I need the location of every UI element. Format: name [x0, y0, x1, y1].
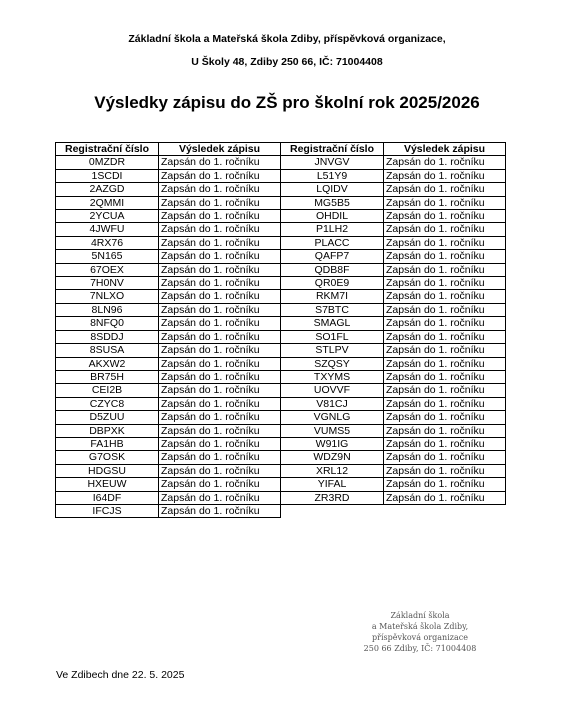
enrollment-result: Zapsán do 1. ročníku: [159, 263, 281, 276]
table-row: [281, 411, 506, 424]
enrollment-result: Zapsán do 1. ročníku: [159, 169, 281, 182]
enrollment-result: Zapsán do 1. ročníku: [384, 263, 506, 276]
table-row: [281, 183, 506, 196]
table-row: [56, 223, 281, 236]
stamp-line: Základní škola: [390, 611, 450, 620]
registration-number: P1LH2: [281, 223, 384, 236]
enrollment-result: Zapsán do 1. ročníku: [159, 210, 281, 223]
enrollment-result: Zapsán do 1. ročníku: [384, 437, 506, 450]
registration-number: V81CJ: [281, 397, 384, 410]
table-row: [56, 263, 281, 276]
enrollment-result: Zapsán do 1. ročníku: [159, 223, 281, 236]
registration-number: 5N165: [56, 250, 159, 263]
registration-number: QDB8F: [281, 263, 384, 276]
table-row: [281, 210, 506, 223]
registration-number: SO1FL: [281, 330, 384, 343]
registration-number: S7BTC: [281, 303, 384, 316]
registration-number: UOVVF: [281, 384, 384, 397]
enrollment-result: Zapsán do 1. ročníku: [384, 317, 506, 330]
enrollment-result: Zapsán do 1. ročníku: [384, 250, 506, 263]
enrollment-result: Zapsán do 1. ročníku: [384, 357, 506, 370]
registration-number: HXEUW: [56, 478, 159, 491]
table-row: [56, 277, 281, 290]
enrollment-result: Zapsán do 1. ročníku: [159, 451, 281, 464]
registration-number: 8LN96: [56, 303, 159, 316]
enrollment-result: Zapsán do 1. ročníku: [159, 357, 281, 370]
enrollment-result: Zapsán do 1. ročníku: [384, 236, 506, 249]
registration-number: IFCJS: [56, 504, 159, 517]
enrollment-result: Zapsán do 1. ročníku: [384, 277, 506, 290]
registration-number: HDGSU: [56, 464, 159, 477]
registration-number: 2AZGD: [56, 183, 159, 196]
registration-number: W91IG: [281, 437, 384, 450]
table-row: [56, 303, 281, 316]
registration-number: VUMS5: [281, 424, 384, 437]
registration-number: RKM7I: [281, 290, 384, 303]
column-header-result: Výsledek zápisu: [159, 143, 281, 156]
table-row: [281, 451, 506, 464]
table-row: [56, 169, 281, 182]
registration-number: 7H0NV: [56, 277, 159, 290]
registration-number: SMAGL: [281, 317, 384, 330]
registration-number: 8NFQ0: [56, 317, 159, 330]
registration-number: CZYC8: [56, 397, 159, 410]
registration-number: STLPV: [281, 344, 384, 357]
registration-number: ZR3RD: [281, 491, 384, 504]
table-row: [56, 357, 281, 370]
enrollment-result: Zapsán do 1. ročníku: [159, 504, 281, 517]
enrollment-result: Zapsán do 1. ročníku: [159, 478, 281, 491]
table-row: [56, 236, 281, 249]
table-row: [56, 250, 281, 263]
enrollment-result: Zapsán do 1. ročníku: [384, 156, 506, 169]
enrollment-result: Zapsán do 1. ročníku: [384, 330, 506, 343]
enrollment-result: Zapsán do 1. ročníku: [159, 384, 281, 397]
enrollment-result: Zapsán do 1. ročníku: [384, 478, 506, 491]
table-header-row: [56, 143, 281, 156]
enrollment-result: Zapsán do 1. ročníku: [159, 397, 281, 410]
enrollment-result: Zapsán do 1. ročníku: [159, 290, 281, 303]
table-header-row: [281, 143, 506, 156]
registration-number: WDZ9N: [281, 451, 384, 464]
table-row: [56, 424, 281, 437]
registration-number: 4JWFU: [56, 223, 159, 236]
registration-number: FA1HB: [56, 437, 159, 450]
table-row: [56, 344, 281, 357]
table-row: [56, 183, 281, 196]
table-row: [56, 437, 281, 450]
registration-number: TXYMS: [281, 370, 384, 383]
table-row: [56, 210, 281, 223]
enrollment-result: Zapsán do 1. ročníku: [384, 210, 506, 223]
results-table-left: [55, 142, 281, 518]
table-row: [281, 491, 506, 504]
enrollment-result: Zapsán do 1. ročníku: [159, 277, 281, 290]
date-place: Ve Zdibech dne 22. 5. 2025: [56, 669, 185, 681]
enrollment-result: Zapsán do 1. ročníku: [384, 290, 506, 303]
table-row: [281, 263, 506, 276]
enrollment-result: Zapsán do 1. ročníku: [159, 424, 281, 437]
table-row: [281, 250, 506, 263]
table-row: [281, 223, 506, 236]
table-row: [56, 464, 281, 477]
registration-number: 1SCDI: [56, 169, 159, 182]
registration-number: BR75H: [56, 370, 159, 383]
registration-number: 8SDDJ: [56, 330, 159, 343]
table-row: [56, 370, 281, 383]
registration-number: 8SUSA: [56, 344, 159, 357]
registration-number: QAFP7: [281, 250, 384, 263]
table-row: [56, 411, 281, 424]
table-row: [56, 290, 281, 303]
table-row: [281, 424, 506, 437]
enrollment-result: Zapsán do 1. ročníku: [159, 317, 281, 330]
table-row: [281, 370, 506, 383]
enrollment-result: Zapsán do 1. ročníku: [159, 183, 281, 196]
enrollment-result: Zapsán do 1. ročníku: [384, 370, 506, 383]
table-row: [281, 169, 506, 182]
registration-number: YIFAL: [281, 478, 384, 491]
enrollment-result: Zapsán do 1. ročníku: [384, 303, 506, 316]
enrollment-result: Zapsán do 1. ročníku: [384, 344, 506, 357]
registration-number: JNVGV: [281, 156, 384, 169]
enrollment-result: Zapsán do 1. ročníku: [384, 424, 506, 437]
registration-number: I64DF: [56, 491, 159, 504]
enrollment-result: Zapsán do 1. ročníku: [384, 464, 506, 477]
table-row: [281, 384, 506, 397]
table-row: [56, 504, 281, 517]
table-row: [56, 491, 281, 504]
registration-number: XRL12: [281, 464, 384, 477]
registration-number: D5ZUU: [56, 411, 159, 424]
enrollment-result: Zapsán do 1. ročníku: [159, 196, 281, 209]
enrollment-result: Zapsán do 1. ročníku: [159, 491, 281, 504]
table-row: [281, 478, 506, 491]
school-address: U Školy 48, Zdiby 250 66, IČ: 71004408: [191, 56, 383, 68]
registration-number: G7OSK: [56, 451, 159, 464]
registration-number: L51Y9: [281, 169, 384, 182]
table-row: [281, 357, 506, 370]
column-header-registration: Registrační číslo: [56, 143, 159, 156]
registration-number: AKXW2: [56, 357, 159, 370]
registration-number: LQIDV: [281, 183, 384, 196]
table-row: [56, 330, 281, 343]
registration-number: 7NLXO: [56, 290, 159, 303]
registration-number: MG5B5: [281, 196, 384, 209]
table-row: [56, 156, 281, 169]
enrollment-result: Zapsán do 1. ročníku: [384, 196, 506, 209]
table-row: [56, 451, 281, 464]
enrollment-result: Zapsán do 1. ročníku: [159, 344, 281, 357]
enrollment-result: Zapsán do 1. ročníku: [159, 330, 281, 343]
enrollment-result: Zapsán do 1. ročníku: [384, 451, 506, 464]
registration-number: OHDIL: [281, 210, 384, 223]
table-row: [56, 397, 281, 410]
table-row: [281, 303, 506, 316]
registration-number: 67OEX: [56, 263, 159, 276]
stamp-line: 250 66 Zdiby, IČ: 71004408: [363, 644, 477, 653]
results-table-right: [280, 142, 506, 505]
enrollment-result: Zapsán do 1. ročníku: [384, 397, 506, 410]
registration-number: SZQSY: [281, 357, 384, 370]
table-row: [281, 437, 506, 450]
enrollment-result: Zapsán do 1. ročníku: [384, 183, 506, 196]
table-row: [281, 156, 506, 169]
table-row: [56, 478, 281, 491]
table-row: [281, 397, 506, 410]
column-header-result: Výsledek zápisu: [384, 143, 506, 156]
table-row: [56, 317, 281, 330]
table-row: [281, 236, 506, 249]
registration-number: 0MZDR: [56, 156, 159, 169]
registration-number: DBPXK: [56, 424, 159, 437]
registration-number: 2QMMI: [56, 196, 159, 209]
stamp-line: příspěvková organizace: [372, 633, 468, 642]
enrollment-result: Zapsán do 1. ročníku: [159, 303, 281, 316]
registration-number: VGNLG: [281, 411, 384, 424]
table-row: [281, 317, 506, 330]
registration-number: PLACC: [281, 236, 384, 249]
table-row: [56, 384, 281, 397]
registration-number: 4RX76: [56, 236, 159, 249]
enrollment-result: Zapsán do 1. ročníku: [384, 223, 506, 236]
registration-number: CEI2B: [56, 384, 159, 397]
table-row: [281, 344, 506, 357]
enrollment-result: Zapsán do 1. ročníku: [384, 169, 506, 182]
enrollment-result: Zapsán do 1. ročníku: [159, 370, 281, 383]
enrollment-result: Zapsán do 1. ročníku: [384, 384, 506, 397]
school-name: Základní škola a Mateřská škola Zdiby, příspěvková organizace,: [128, 33, 446, 45]
enrollment-result: Zapsán do 1. ročníku: [159, 156, 281, 169]
enrollment-result: Zapsán do 1. ročníku: [384, 491, 506, 504]
stamp-line: a Mateřská škola Zdiby,: [371, 622, 469, 631]
table-row: [281, 290, 506, 303]
table-row: [281, 464, 506, 477]
enrollment-result: Zapsán do 1. ročníku: [159, 250, 281, 263]
table-row: [56, 196, 281, 209]
enrollment-result: Zapsán do 1. ročníku: [384, 411, 506, 424]
enrollment-result: Zapsán do 1. ročníku: [159, 437, 281, 450]
enrollment-result: Zapsán do 1. ročníku: [159, 236, 281, 249]
page-title: Výsledky zápisu do ZŠ pro školní rok 2025/2026: [94, 93, 480, 112]
table-row: [281, 277, 506, 290]
school-stamp: [360, 610, 480, 654]
enrollment-result: Zapsán do 1. ročníku: [159, 464, 281, 477]
registration-number: QR0E9: [281, 277, 384, 290]
registration-number: 2YCUA: [56, 210, 159, 223]
enrollment-result: Zapsán do 1. ročníku: [159, 411, 281, 424]
table-row: [281, 196, 506, 209]
table-row: [281, 330, 506, 343]
column-header-registration: Registrační číslo: [281, 143, 384, 156]
